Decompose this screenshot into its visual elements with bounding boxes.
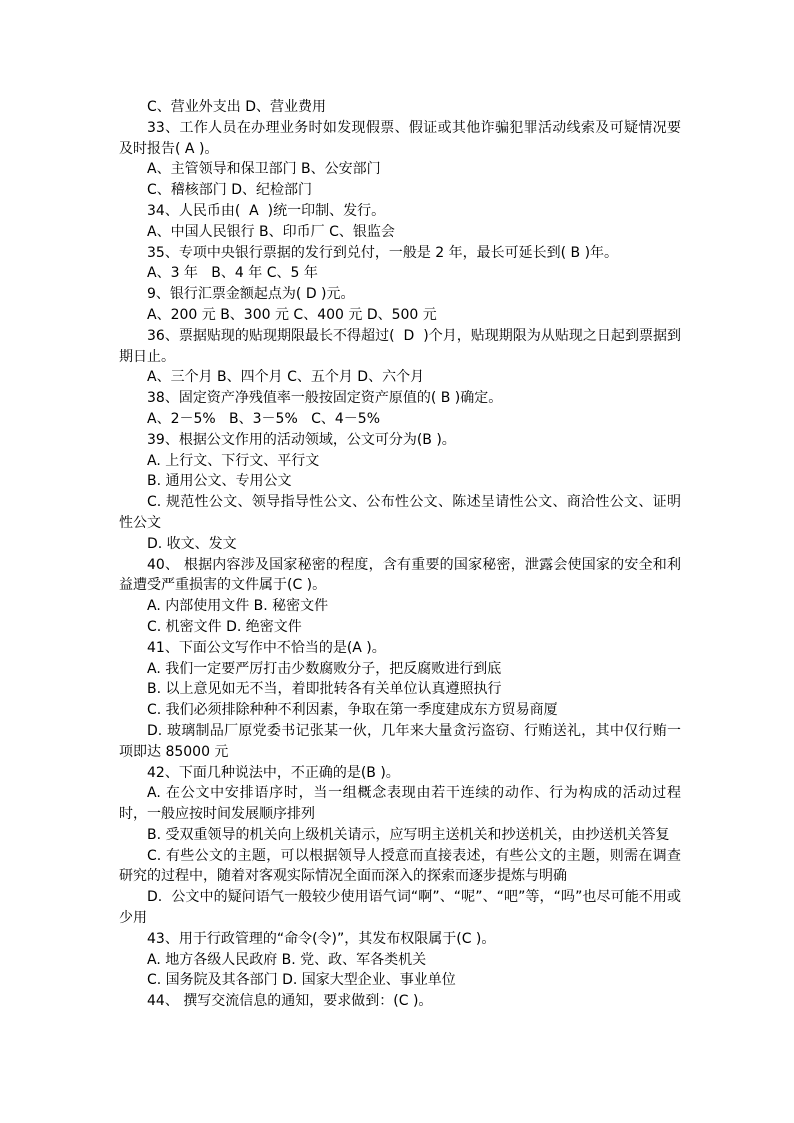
paragraph: A、三个月 B、四个月 C、五个月 D、六个月 (147, 369, 425, 386)
paragraph: A. 内部使用文件 B. 秘密文件 (147, 598, 329, 615)
paragraph: 36、票据贴现的贴现期限最长不得超过( D )个月，贴现期限为从贴现之日起到票据到期日止。 (119, 327, 681, 365)
paragraph: 9、银行汇票金额起点为( D )元。 (147, 286, 355, 303)
paragraph: A、3 年 B、4 年 C、5 年 (147, 265, 318, 282)
paragraph: A、2－5% B、3－5% C、4－5% (147, 410, 381, 427)
paragraph: A. 上行文、下行文、平行文 (147, 452, 320, 469)
paragraph: 34、人民币由( A )统一印制、发行。 (147, 202, 386, 219)
paragraph: C. 国务院及其各部门 D. 国家大型企业、事业单位 (147, 972, 456, 989)
paragraph: C、稽核部门 D、纪检部门 (147, 182, 313, 199)
paragraph: B. 通用公文、专用公文 (147, 473, 292, 490)
paragraph: 44、 撰写交流信息的通知，要求做到：(C )。 (147, 993, 433, 1010)
document-page (119, 97, 681, 1012)
paragraph: C. 机密文件 D. 绝密文件 (147, 618, 302, 635)
paragraph: 43、用于行政管理的“命令(令)”，其发布权限属于(C )。 (147, 930, 496, 947)
paragraph: C. 我们必须排除种种不利因素，争取在第一季度建成东方贸易商厦 (147, 702, 558, 719)
paragraph: D. 收文、发文 (147, 535, 237, 552)
paragraph: 38、固定资产净残值率一般按固定资产原值的( B )确定。 (147, 390, 503, 407)
paragraph: A. 地方各级人民政府 B. 党、政、军各类机关 (147, 951, 427, 968)
paragraph: D. 公文中的疑问语气一般较少使用语气词“啊”、“呢”、“吧”等，“吗”也尽可能不用或少用 (119, 889, 681, 927)
paragraph: 40、 根据内容涉及国家秘密的程度，含有重要的国家秘密，泄露会使国家的安全和利益遭受严重损害的文件属于(C )。 (119, 556, 681, 594)
paragraph: A. 我们一定要严厉打击少数腐败分子，把反腐败进行到底 (147, 660, 502, 677)
paragraph: B. 受双重领导的机关向上级机关请示，应写明主送机关和抄送机关，由抄送机关答复 (147, 826, 670, 843)
paragraph: C. 规范性公文、领导指导性公文、公布性公文、陈述呈请性公文、商洽性公文、证明性公文 (119, 494, 681, 531)
paragraph: A、200 元 B、300 元 C、400 元 D、500 元 (147, 306, 437, 323)
paragraph: 42、下面几种说法中，不正确的是(B )。 (147, 764, 400, 781)
paragraph: A、主管领导和保卫部门 B、公安部门 (147, 161, 381, 178)
paragraph: 41、下面公文写作中不恰当的是(A )。 (147, 639, 386, 656)
paragraph: D. 玻璃制品厂原党委书记张某一伙，几年来大量贪污盗窃、行贿送礼，其中仅行贿一项即达 85000 元 (119, 722, 681, 760)
paragraph: C、营业外支出 D、营业费用 (147, 99, 327, 115)
paragraph: C. 有些公文的主题，可以根据领导人授意而直接表述，有些公文的主题，则需在调查研究的过程中，随着对客观实际情况全面而深入的探索而逐步提炼与明确 (119, 847, 681, 885)
paragraph: 35、专项中央银行票据的发行到兑付，一般是 2 年，最长可延长到( B )年。 (147, 244, 619, 261)
paragraph: A. 在公文中安排语序时，当一组概念表现由若干连续的动作、行为构成的活动过程时，一般应按时间发展顺序排列 (119, 785, 681, 823)
paragraph: B. 以上意见如无不当，着即批转各有关单位认真遵照执行 (147, 681, 502, 698)
paragraph: A、中国人民银行 B、印币厂 C、银监会 (147, 223, 395, 240)
paragraph: 33、工作人员在办理业务时如发现假票、假证或其他诈骗犯罪活动线索及可疑情况要及时报告( A )。 (119, 119, 681, 157)
paragraph: 39、根据公文作用的活动领域，公文可分为(B )。 (147, 431, 456, 448)
